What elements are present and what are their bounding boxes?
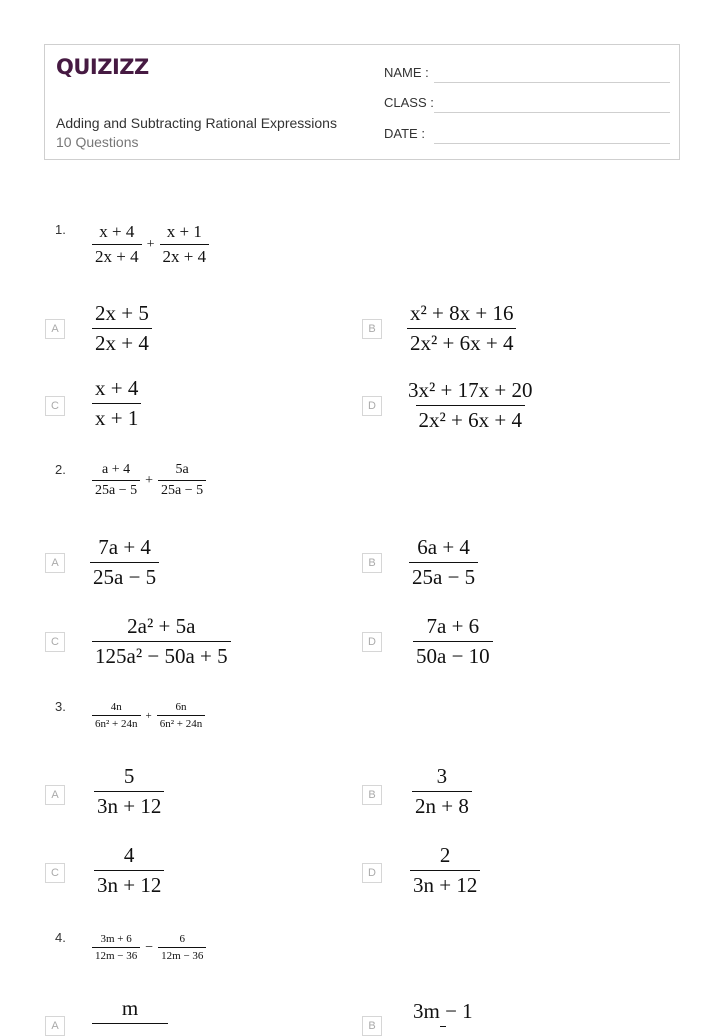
fraction bbox=[407, 301, 516, 356]
denominator: 2x² + 6x + 4 bbox=[416, 405, 525, 433]
option-b-box[interactable]: B bbox=[362, 785, 382, 805]
numerator: 6 bbox=[179, 933, 186, 945]
question-number: 3. bbox=[55, 699, 66, 714]
date-label: DATE : bbox=[384, 126, 425, 141]
question-prompt bbox=[92, 462, 206, 499]
numerator: 4 bbox=[123, 843, 135, 867]
fraction bbox=[158, 462, 206, 499]
denominator: 25a − 5 bbox=[92, 480, 140, 499]
question-number: 1. bbox=[55, 222, 66, 237]
worksheet-title: Adding and Subtracting Rational Expressions bbox=[56, 115, 337, 131]
numerator: 3x² + 17x + 20 bbox=[408, 378, 533, 402]
operator: + bbox=[145, 472, 154, 488]
fraction bbox=[92, 996, 168, 1026]
fraction bbox=[413, 614, 493, 669]
worksheet-header bbox=[44, 44, 680, 160]
numerator: 2 bbox=[439, 843, 451, 867]
denominator: 2n + 8 bbox=[412, 791, 472, 819]
denominator: 2x + 4 bbox=[92, 244, 142, 267]
option-a-box[interactable]: A bbox=[45, 319, 65, 339]
fraction bbox=[158, 933, 206, 962]
denominator: 25a − 5 bbox=[158, 480, 206, 499]
name-label: NAME : bbox=[384, 65, 429, 80]
option-a-box[interactable]: A bbox=[45, 785, 65, 805]
option-c-answer[interactable] bbox=[92, 614, 231, 669]
numerator: 2a² + 5a bbox=[127, 614, 196, 638]
numerator: 3 bbox=[436, 764, 448, 788]
option-d-answer[interactable] bbox=[410, 843, 480, 898]
fraction bbox=[90, 535, 159, 590]
operator: + bbox=[145, 709, 152, 722]
fraction bbox=[92, 376, 141, 431]
numerator: 3m − 1 bbox=[413, 999, 473, 1023]
option-b-answer[interactable] bbox=[407, 301, 516, 356]
fraction bbox=[92, 222, 142, 267]
fraction bbox=[92, 301, 152, 356]
denominator: 3n + 12 bbox=[94, 791, 164, 819]
denominator: x + 1 bbox=[92, 403, 141, 431]
option-d-box[interactable]: D bbox=[362, 863, 382, 883]
numerator: 6n bbox=[175, 701, 187, 713]
fraction bbox=[405, 378, 535, 433]
fraction bbox=[94, 843, 164, 898]
numerator: 6a + 4 bbox=[417, 535, 470, 559]
option-a-box[interactable]: A bbox=[45, 553, 65, 573]
denominator: 2x + 4 bbox=[92, 328, 152, 356]
name-field[interactable] bbox=[384, 65, 670, 83]
option-b-box[interactable]: B bbox=[362, 319, 382, 339]
option-b-box[interactable]: B bbox=[362, 1016, 382, 1036]
fraction bbox=[92, 701, 141, 730]
date-line bbox=[434, 143, 670, 144]
option-d-box[interactable]: D bbox=[362, 632, 382, 652]
numerator: 2x + 5 bbox=[95, 301, 149, 325]
numerator: x + 4 bbox=[95, 376, 139, 400]
fraction bbox=[409, 535, 478, 590]
question-number: 2. bbox=[55, 462, 66, 477]
numerator: x + 1 bbox=[166, 222, 202, 241]
date-field[interactable] bbox=[384, 126, 670, 144]
fraction bbox=[92, 614, 231, 669]
denominator: 6n² + 24n bbox=[157, 715, 206, 730]
option-d-answer[interactable] bbox=[405, 378, 535, 433]
fraction bbox=[410, 999, 476, 1029]
question-prompt bbox=[92, 933, 206, 962]
option-a-answer[interactable] bbox=[90, 535, 159, 590]
numerator: x + 4 bbox=[99, 222, 135, 241]
option-a-answer[interactable] bbox=[92, 996, 168, 1026]
numerator: x² + 8x + 16 bbox=[410, 301, 514, 325]
numerator: 3m + 6 bbox=[100, 933, 132, 945]
numerator: 5 bbox=[123, 764, 135, 788]
option-d-answer[interactable] bbox=[413, 614, 493, 669]
fraction bbox=[92, 462, 140, 499]
operator: + bbox=[146, 236, 155, 252]
denominator: 125a² − 50a + 5 bbox=[92, 641, 231, 669]
denominator: 50a − 10 bbox=[413, 641, 493, 669]
numerator: 7a + 6 bbox=[426, 614, 480, 638]
option-a-answer[interactable] bbox=[94, 764, 164, 819]
option-d-box[interactable]: D bbox=[362, 396, 382, 416]
fraction bbox=[157, 701, 206, 730]
denominator: 6n² + 24n bbox=[92, 715, 141, 730]
denominator: 25a − 5 bbox=[90, 562, 159, 590]
option-b-answer[interactable] bbox=[409, 535, 478, 590]
name-line bbox=[434, 82, 670, 83]
quizizz-logo: QUIZIZZ bbox=[56, 55, 149, 79]
option-b-answer[interactable] bbox=[410, 999, 476, 1029]
denominator bbox=[92, 1023, 168, 1026]
question-count: 10 Questions bbox=[56, 134, 139, 150]
denominator: 2x² + 6x + 4 bbox=[407, 328, 516, 356]
denominator: 3n + 12 bbox=[410, 870, 480, 898]
operator: − bbox=[145, 939, 154, 955]
class-line bbox=[434, 112, 670, 113]
question-prompt bbox=[92, 701, 205, 730]
class-label: CLASS : bbox=[384, 95, 434, 110]
denominator: 25a − 5 bbox=[409, 562, 478, 590]
fraction bbox=[410, 843, 480, 898]
fraction bbox=[92, 933, 140, 962]
option-c-answer[interactable] bbox=[94, 843, 164, 898]
fraction bbox=[94, 764, 164, 819]
fraction bbox=[160, 222, 210, 267]
option-a-box[interactable]: A bbox=[45, 1016, 65, 1036]
numerator: a + 4 bbox=[102, 462, 131, 477]
numerator: 5a bbox=[175, 462, 189, 477]
denominator: 2x + 4 bbox=[160, 244, 210, 267]
option-a-answer[interactable] bbox=[92, 301, 152, 356]
numerator: m bbox=[121, 996, 139, 1020]
question-number: 4. bbox=[55, 930, 66, 945]
class-field[interactable] bbox=[384, 95, 670, 113]
denominator: 3n + 12 bbox=[94, 870, 164, 898]
numerator: 7a + 4 bbox=[98, 535, 151, 559]
option-c-box[interactable]: C bbox=[45, 632, 65, 652]
fraction bbox=[412, 764, 472, 819]
denominator: 12m − 36 bbox=[158, 947, 206, 962]
option-b-answer[interactable] bbox=[412, 764, 472, 819]
numerator: 4n bbox=[110, 701, 122, 713]
option-c-box[interactable]: C bbox=[45, 396, 65, 416]
option-b-box[interactable]: B bbox=[362, 553, 382, 573]
question-prompt bbox=[92, 222, 209, 267]
option-c-box[interactable]: C bbox=[45, 863, 65, 883]
denominator: 12m − 36 bbox=[92, 947, 140, 962]
denominator bbox=[440, 1026, 446, 1029]
option-c-answer[interactable] bbox=[92, 376, 141, 431]
